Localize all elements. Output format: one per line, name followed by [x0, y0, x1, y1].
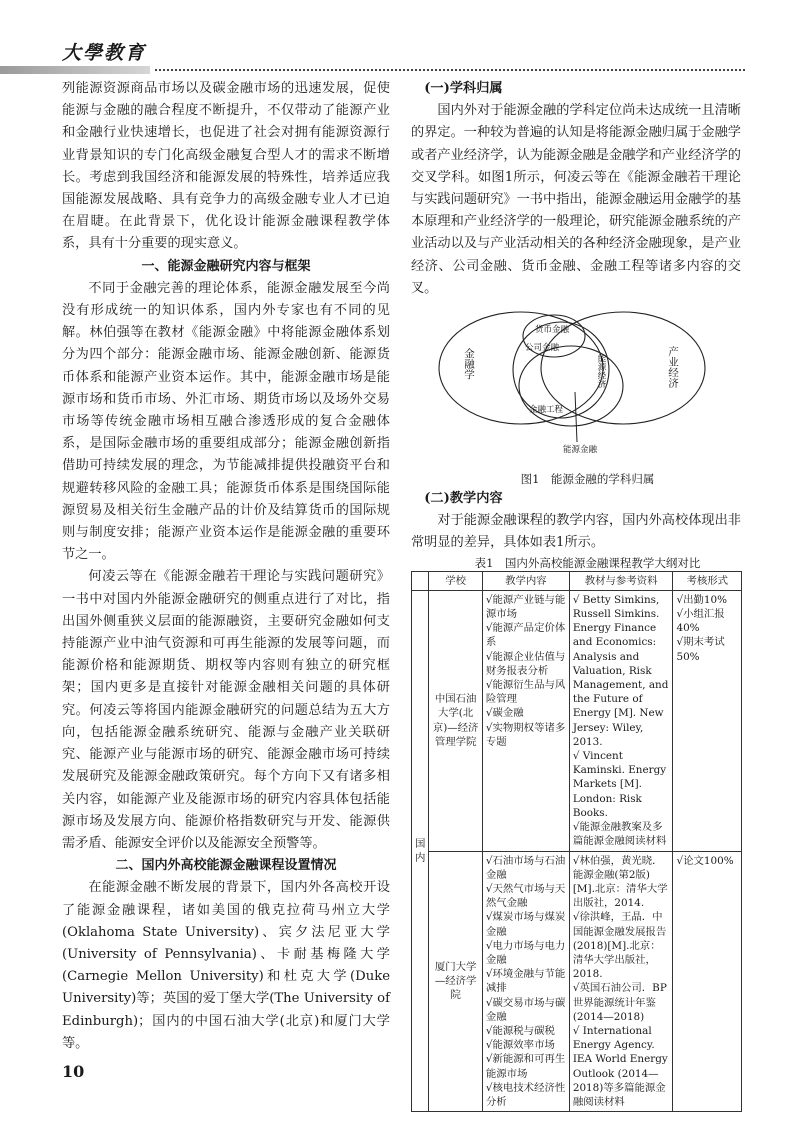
table-header: 教学内容 [482, 571, 569, 590]
table-1 [411, 571, 742, 1113]
material-item: √ Vincent Kaminski. Energy Markets [M]. London: Risk Books. [572, 750, 667, 819]
body-paragraph: 在能源金融不断发展的背景下，国内外各高校开设了能源金融课程，诸如美国的俄克拉荷马州立大学(Oklahoma State University)、宾夕法尼亚大学(University of Pennsylvania)、卡耐基梅隆大学(Carnegie Mellon University)和杜克大学(Duke University)等；英国的爱丁堡大学(The University of Edinburgh)；国内的中国石油大学(北京)和厦门大学等。 [62, 880, 390, 1051]
assessment-item: √出勤10% [676, 593, 727, 606]
table-caption: 表1 国内外高校能源金融课程教学大纲对比 [474, 555, 701, 570]
school-cell: 中国石油大学(北京)—经济管理学院 [429, 590, 483, 851]
subsection-heading: (一)学科归属 [424, 81, 503, 96]
right-column [411, 78, 741, 1112]
table-row [412, 851, 742, 1112]
content-cell [482, 851, 569, 1112]
body-paragraph: 不同于金融完善的理论体系，能源金融发展至今尚没有形成统一的知识体系，国内外专家也有不同的见解。林伯强等在教材《能源金融》中将能源金融体系划分为四个部分：能源金融市场、能源金融创新、能源货币体系和能源产业资本运作。其中，能源金融市场是能源市场和货币市场、外汇市场、期货市场以及场外交易市场等传统金融市场相互融合渗透形成的复合金融体系，是国际金融市场的重要组成部分；能源金融创新指借助可持续发展的理念，为节能减排提供投融资平台和规避转移风险的金融工具；能源货币体系是围绕国际能源贸易及相关衍生金融产品的计价及结算货币的国际规则与制度安排；能源产业资本运作是能源金融的重要环节之一。 [62, 280, 390, 563]
assessment-item: √小组汇报40% [676, 608, 725, 635]
section-heading: 二、国内外高校能源金融课程设置情况 [115, 858, 337, 874]
body-paragraph: 何凌云等在《能源金融若干理论与实践问题研究》一书中对国内外能源金融研究的侧重点进行了对比，指出国外侧重狭义层面的能源融资，主要研究金融如何支持能源产业中油气资源和可再生能源的发展等问题，而能源价格和能源期货、期权等内容则有独立的研究框架；国内更多是直接针对能源金融相关问题的具体研究。何凌云等将国内能源金融研究的问题总结为五大方向，包括能源金融系统研究、能源与金融产业关联研究、能源产业与能源市场的研究、能源金融市场可持续发展研究及能源金融政策研究。每个方向下又有诸多相关内容，如能源产业及能源市场的研究内容具体包括能源市场及发展方向、能源价格指数研究与开发、能源供需矛盾、能源安全评价以及能源安全预警等。 [62, 569, 390, 851]
assessment-cell [673, 590, 742, 851]
content-item: √电力市场与电力金融 [485, 939, 566, 966]
section-heading: 一、能源金融研究内容与框架 [141, 258, 311, 274]
corporate-finance-label: 公司金融 [525, 343, 560, 354]
materials-cell [569, 590, 673, 851]
figure-caption: 图1 能源金融的学科归属 [520, 472, 655, 487]
financial-engineering-label: 金融工程 [529, 405, 564, 416]
intro-paragraph: 列能源资源商品市场以及碳金融市场的迅速发展，促使能源与金融的融合程度不断提升，不仅带动了能源产业和金融行业快速增长，也促进了社会对拥有能源资源行业背景知识的专门化高级金融复合型人才的需求不断增长。考虑到我国经济和能源发展的特殊性，培养适应我国能源发展战略、具有竞争力的高级金融专业人才已迫在眉睫。在此背景下，优化设计能源金融课程教学体系，具有十分重要的现实意义。 [62, 81, 390, 252]
materials-cell [569, 851, 673, 1112]
content-item: √能源产业链与能源市场 [485, 593, 566, 621]
pointer-line [575, 392, 577, 442]
journal-logo: 大學教育 [62, 42, 147, 64]
content-item: √核电技术经济性分析 [485, 1081, 566, 1108]
school-cell: 厦门大学—经济学院 [429, 851, 483, 1112]
material-item: √ International Energy Agency. IEA World Energy Outlook (2014—2018)等多篇能源金融阅读材料 [572, 1024, 668, 1108]
table-header-row [412, 571, 742, 590]
table-header-blank [412, 571, 429, 590]
corporate-finance-circle [513, 322, 609, 418]
assessment-item: √论文100% [676, 854, 734, 867]
energy-econ-label: 能源经济 [596, 354, 606, 389]
venn-diagram [411, 308, 741, 458]
content-item: √能源企业估值与财务报表分析 [485, 650, 566, 677]
content-item: √新能源和可再生能源市场 [485, 1053, 566, 1080]
assessment-item: √期末考试50% [676, 636, 725, 663]
content-item: √天然气市场与天然气金融 [485, 882, 566, 910]
finance-label: 金融学 [463, 348, 475, 380]
table-header: 考核形式 [673, 571, 742, 590]
content-item: √石油市场与石油金融 [485, 854, 566, 881]
industrial-econ-label: 产业经济 [667, 346, 679, 389]
material-item: √英国石油公司．BP世界能源统计年鉴(2014—2018) [572, 982, 667, 1023]
page-number: 10 [62, 1062, 85, 1081]
monetary-finance-label: 货币金融 [535, 325, 570, 336]
left-column [62, 78, 390, 1055]
content-item: √能源衍生品与风险管理 [485, 679, 566, 706]
content-item: √煤炭市场与煤炭金融 [485, 911, 566, 938]
figure-1 [411, 308, 741, 470]
content-item: √实物期权等诸多专题 [485, 721, 566, 748]
material-item: √林伯强，黄光晓．能源金融(第2版)[M].北京：清华大学出版社，2014. [572, 854, 668, 910]
assessment-cell [673, 851, 742, 1112]
header-rule [0, 66, 800, 74]
material-item: √ Betty Simkins, Russell Simkins. Energy Finance and Economics: Analysis and Valuation, Risk Management, and the Future of Energy [M]. New Jersey: Wiley, 2013. [572, 593, 669, 748]
content-cell [482, 590, 569, 851]
content-item: √环境金融与节能减排 [485, 968, 566, 995]
energy-finance-label: 能源金融 [563, 445, 598, 456]
body-paragraph: 对于能源金融课程的教学内容，国内外高校体现出非常明显的差异，具体如表1所示。 [411, 513, 741, 551]
table-row [412, 590, 742, 851]
table-header: 学校 [429, 571, 483, 590]
content-item: √碳交易市场与碳金融 [485, 996, 566, 1023]
body-paragraph: 国内外对于能源金融的学科定位尚未达成统一且清晰的界定。一种较为普遍的认知是将能源金融归属于金融学或者产业经济学，认为能源金融是金融学和产业经济学的交叉学科。如图1所示，何凌云等在《能源金融若干理论与实践问题研究》一书中指出，能源金融运用金融学的基本原理和产业经济学的一般理论，研究能源金融系统的产业活动以及与产业活动相关的各种经济金融现象，是产业经济、公司金融、货币金融、金融工程等诸多内容的交叉。 [411, 103, 741, 296]
material-item: √能源金融教案及多篇能源金融阅读材料 [572, 821, 667, 848]
content-item: √能源效率市场 [485, 1039, 555, 1052]
content-item: √能源税与碳税 [485, 1024, 555, 1037]
content-item: √碳金融 [485, 707, 524, 720]
material-item: √徐洪峰，王晶．中国能源金融发展报告(2018)[M].北京：清华大学出版社，2018. [572, 911, 667, 981]
content-item: √能源产品定价体系 [485, 622, 566, 649]
region-cell: 国内 [412, 590, 429, 1111]
subsection-heading: (二)教学内容 [424, 491, 503, 507]
table-header: 教材与参考资料 [569, 571, 673, 590]
